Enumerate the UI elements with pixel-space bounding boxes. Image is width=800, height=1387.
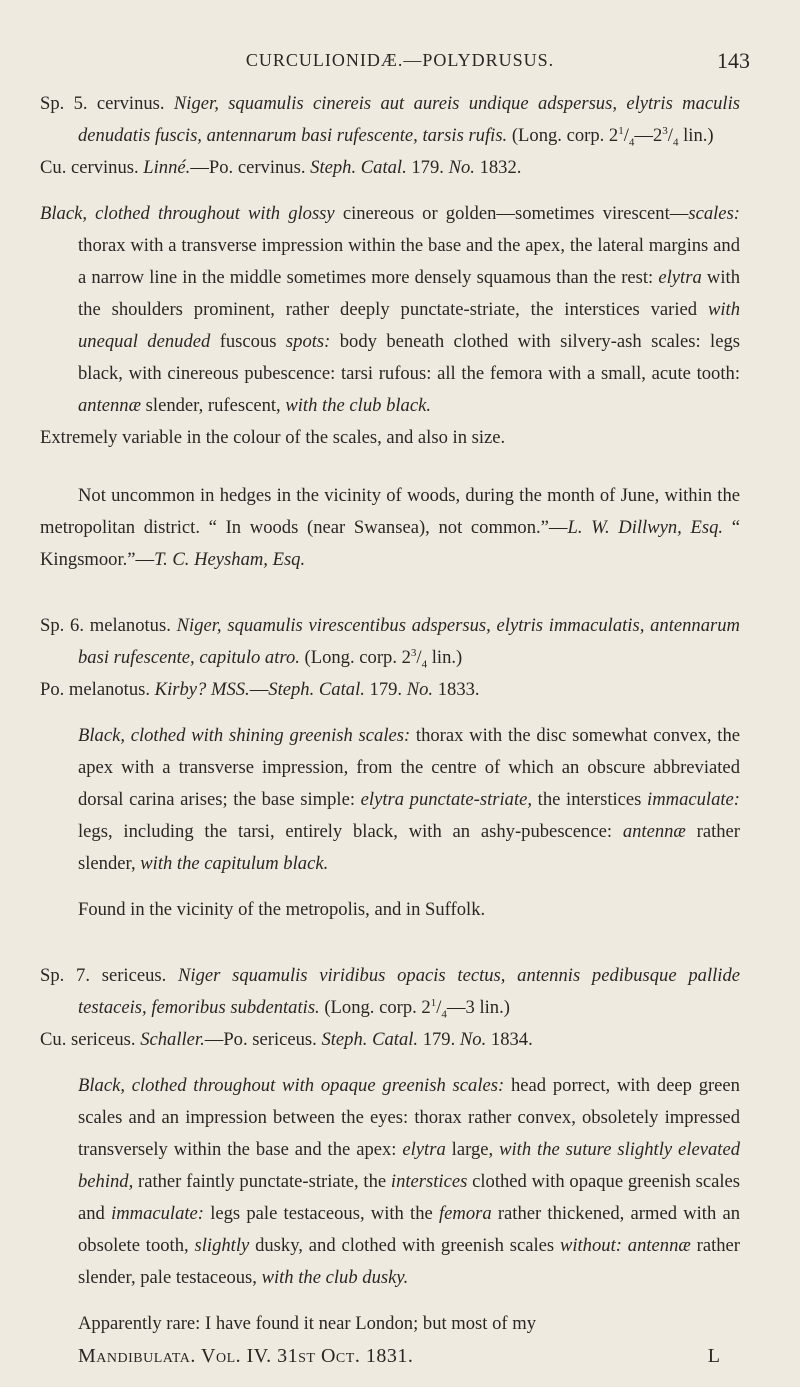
- description-text: with the shoulders prominent, rather deeply punctate-striate, the interstices varied: [78, 267, 740, 320]
- measure-text: (Long. corp. 2: [299, 647, 411, 668]
- fraction-denominator: 4: [441, 1008, 447, 1021]
- description-text: elytra punctate-striate,: [360, 789, 533, 810]
- page-number: 143: [717, 48, 750, 73]
- description-text: clothed with opaque greenish scales and: [78, 1171, 740, 1224]
- description-text: scales:: [688, 203, 740, 224]
- measure-text: lin.): [427, 647, 463, 668]
- description-text: with the club black.: [285, 395, 431, 416]
- sp5-diagnosis: Sp. 5. cervinus. Niger, squamulis cinereis aut aureis undique adspersus, elytris maculis denudatis fuscis, antennarum basi rufescente, tarsis rufis. (Long. corp. $2^1/_4—2^3/_4$ lin.): [40, 93, 740, 149]
- fraction-numerator: 1: [618, 124, 624, 137]
- fraction-numerator: 3: [662, 124, 668, 137]
- description-text: interstices: [390, 1171, 468, 1192]
- description-text: elytra: [658, 267, 702, 288]
- catalogue-ref: Steph. Catal.: [268, 679, 365, 700]
- authority: Kirby? MSS.: [154, 679, 250, 700]
- species-heading: Sp. 6. melanotus.: [40, 615, 177, 636]
- species-heading: Sp. 5. cervinus.: [40, 93, 174, 114]
- page-header: [40, 50, 760, 80]
- description-text: slightly: [194, 1235, 250, 1256]
- number-abbr: No.: [448, 157, 475, 178]
- description-text: femora: [438, 1203, 492, 1224]
- synonym-text: 179.: [418, 1029, 460, 1050]
- synonym-text: —Po. sericeus.: [204, 1029, 322, 1050]
- number-abbr: No.: [459, 1029, 487, 1050]
- fraction-denominator: 4: [672, 136, 679, 149]
- signature-line: [40, 1340, 740, 1372]
- fraction-denominator: 4: [628, 136, 635, 149]
- synonym-text: Cu. cervinus.: [40, 157, 144, 178]
- synonym-text: 179.: [364, 679, 407, 700]
- description-text: with the capitulum black.: [140, 853, 329, 874]
- sp6-diagnosis: Sp. 6. melanotus. Niger, squamulis virescentibus adspersus, elytris immaculatis, antennarum basi rufescente, capitulo atro. (Long. corp. $2^3/_4$ lin.): [40, 615, 740, 671]
- fraction-numerator: 1: [430, 996, 437, 1009]
- synonym-text: 179.: [406, 157, 449, 178]
- collector-name: L. W. Dillwyn, Esq.: [567, 517, 724, 538]
- description-text: spots:: [285, 331, 331, 352]
- description-text: Black, clothed throughout: [78, 1075, 283, 1096]
- catalogue-ref: Steph. Catal.: [310, 157, 407, 178]
- authority: Schaller.: [140, 1029, 205, 1050]
- description-text: head porrect, with deep green scales and an impression between the eyes: thorax rather convex, obsoletely impressed transversely within the base and the apex:: [78, 1075, 740, 1160]
- fraction-denominator: 4: [421, 658, 428, 671]
- authority: Linné.: [143, 157, 191, 178]
- synonym-text: 1834.: [486, 1029, 533, 1050]
- page-body: [40, 88, 740, 1372]
- description-text: with unequal denuded: [78, 299, 740, 352]
- description-text: rather slender,: [78, 821, 740, 874]
- sp5-variability-note: Extremely variable in the colour of the scales, and also in size.: [40, 427, 506, 448]
- description-text: elytra: [402, 1139, 446, 1160]
- synonym-text: Cu. sericeus.: [40, 1029, 141, 1050]
- sp6-synonymy: [40, 674, 740, 706]
- description-text: rather slender, pale testaceous,: [78, 1235, 740, 1288]
- description-text: rather thickened, armed with an obsolete tooth,: [78, 1203, 741, 1256]
- measure-text: —2: [634, 125, 663, 146]
- synonym-text: —Po. cervinus.: [190, 157, 311, 178]
- measure-text: lin.): [678, 125, 714, 146]
- description-text: large,: [445, 1139, 500, 1160]
- description-text: immaculate:: [111, 1203, 205, 1224]
- sp5-habitat: [40, 480, 740, 576]
- synonym-text: 1833.: [433, 679, 480, 700]
- measure-text: (Long. corp. 2: [319, 997, 431, 1018]
- sp7-diagnosis: Sp. 7. sericeus. Niger squamulis viridibus opacis tectus, antennis pedibusque pallide testaceis, femoribus subdentatis. (Long. corp. $2^1/_4—3$ lin.): [40, 965, 740, 1021]
- description-text: body beneath clothed with silvery-ash scales: legs black, with cinereous pubescence: tarsi rufous: all the femora with a small, acute tooth:: [78, 331, 740, 384]
- description-text: legs pale testaceous, with the: [204, 1203, 439, 1224]
- sp7-description: [40, 1070, 740, 1294]
- description-text: the interstices: [532, 789, 648, 810]
- signature-letter: L: [707, 1345, 720, 1367]
- description-text: antennæ: [627, 1235, 691, 1256]
- signature-mark: Mandibulata. Vol. IV. 31st Oct. 1831.: [78, 1345, 414, 1367]
- description-text: Black, clothed: [78, 725, 192, 746]
- description-text: slender, rufescent,: [141, 395, 286, 416]
- fraction-numerator: 3: [410, 646, 417, 659]
- latin-diagnosis: Niger, squamulis cinereis aut aureis undique adspersus, elytris maculis denudatis fuscis, antennarum basi rufescente, tarsis rufis.: [78, 93, 740, 146]
- sp7-synonymy: [40, 1024, 740, 1056]
- latin-diagnosis: Niger squamulis viridibus opacis tectus, antennis pedibusque pallide testaceis, femoribus subdentatis.: [78, 965, 740, 1018]
- description-text: without:: [559, 1235, 622, 1256]
- number-abbr: No.: [406, 679, 434, 700]
- species-heading: Sp. 7. sericeus.: [40, 965, 178, 986]
- description-text: with shining greenish scales:: [191, 725, 411, 746]
- catalogue-ref: Steph. Catal.: [321, 1029, 419, 1050]
- sp6-description: [40, 720, 740, 880]
- habitat-text: Not uncommon in hedges in the vicinity of woods, during the month of June, within the metropolitan district. “ In woods (near Swansea), not common.”—: [40, 485, 740, 538]
- description-text: rather faintly punctate-striate, the: [133, 1171, 391, 1192]
- habitat-text: “ Kingsmoor.”—: [40, 517, 740, 570]
- description-text: fuscous: [210, 331, 286, 352]
- synonym-text: —: [249, 679, 269, 700]
- description-text: with the suture slightly elevated behind,: [78, 1139, 740, 1192]
- description-text: antennæ: [78, 395, 142, 416]
- measure-text: (Long. corp. 2: [507, 125, 619, 146]
- description-text: cinereous or golden—sometimes virescent—: [334, 203, 689, 224]
- sp5-description: [40, 198, 740, 422]
- description-text: legs, including the tarsi, entirely black, with an ashy-pubescence:: [78, 821, 623, 842]
- sp5-synonymy: [40, 152, 740, 184]
- description-text: immaculate:: [647, 789, 740, 810]
- running-head: CURCULIONIDÆ.—POLYDRUSUS.: [245, 50, 555, 70]
- description-text: with opaque greenish scales:: [282, 1075, 505, 1096]
- synonym-text: Po. melanotus.: [40, 679, 155, 700]
- latin-diagnosis: Niger, squamulis virescentibus adspersus, elytris immaculatis, antennarum basi rufescente, capitulo atro.: [78, 615, 740, 668]
- collector-name: T. C. Heysham, Esq.: [154, 549, 306, 570]
- description-text: Black, clothed throughout with glossy: [40, 203, 335, 224]
- synonym-text: 1832.: [474, 157, 522, 178]
- description-text: with the club dusky.: [261, 1267, 409, 1288]
- description-text: thorax with a transverse impression within the base and the apex, the lateral margins and a narrow line in the middle sometimes more densely squamous than the rest:: [78, 235, 740, 288]
- description-text: thorax with the disc somewhat convex, the apex with a transverse impression, from the centre of which an obscure abbreviated dorsal carina arises; the base simple:: [78, 725, 741, 810]
- sp6-habitat: Found in the vicinity of the metropolis, and in Suffolk.: [78, 899, 486, 920]
- measure-text: —3 lin.): [446, 997, 510, 1018]
- sp7-habitat: Apparently rare: I have found it near London; but most of my: [78, 1313, 537, 1334]
- description-text: antennæ: [622, 821, 686, 842]
- description-text: dusky, and clothed with greenish scales: [249, 1235, 560, 1256]
